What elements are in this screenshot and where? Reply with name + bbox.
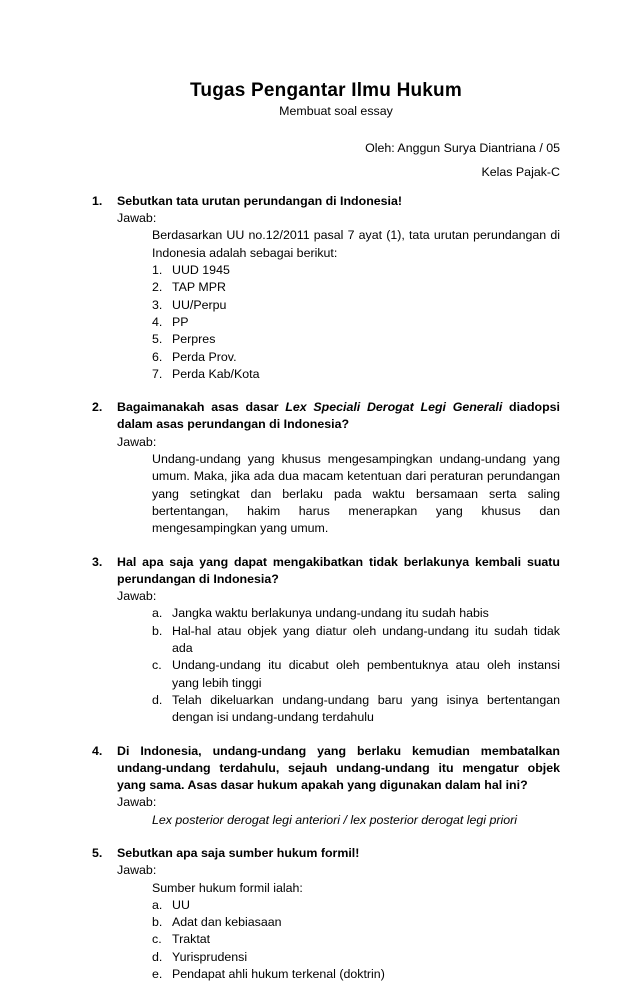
question-text: Di Indonesia, undang-undang yang berlaku kemudian membatalkan undang-undang terdahulu, sejauh undang-undang itu mengatur objek yang sama. Asas dasar hukum apakah yang digunakan dalam hal ini?: [117, 743, 560, 793]
list-marker: 1.: [152, 263, 163, 278]
list-marker: a.: [152, 606, 163, 621]
list-item-text: Hal-hal atau objek yang diatur oleh undang-undang itu sudah tidak ada: [172, 623, 560, 656]
list-marker: c.: [152, 932, 162, 947]
answer-block: [117, 451, 560, 537]
question-number: 2.: [92, 400, 103, 415]
question-4: [92, 743, 560, 829]
answer-intro: Sumber hukum formil ialah:: [152, 880, 303, 895]
question-text-part: diadopsi dalam asas perundangan di Indonesia?: [117, 400, 560, 432]
list-item-text: Adat dan kebiasaan: [172, 915, 282, 930]
list-marker: 6.: [152, 349, 163, 364]
list-item: [152, 897, 560, 914]
document-title: Tugas Pengantar Ilmu Hukum: [190, 80, 462, 101]
list-marker: e.: [152, 967, 163, 982]
answer-label: Jawab:: [117, 211, 157, 226]
list-item-text: Perpres: [172, 332, 216, 347]
question-text: Sebutkan apa saja sumber hukum formil!: [117, 845, 360, 860]
answer-list: [152, 262, 560, 383]
question-text-emphasis: Lex Speciali Derogat Legi Generali: [285, 400, 503, 415]
list-item-text: Undang-undang itu dicabut oleh pembentuknya atau oleh instansi yang lebih tinggi: [172, 658, 560, 690]
list-item: [152, 692, 560, 727]
question-number: 3.: [92, 554, 103, 569]
answer-block: [117, 812, 560, 829]
answer-label: Jawab:: [117, 434, 157, 449]
list-marker: 3.: [152, 297, 163, 312]
list-item-text: Traktat: [172, 932, 211, 947]
question-1: [92, 193, 560, 383]
question-text-part: Bagaimanakah asas dasar: [117, 400, 286, 415]
list-item-text: Jangka waktu berlakunya undang-undang itu sudah habis: [172, 606, 489, 621]
list-item-text: TAP MPR: [172, 280, 226, 295]
question-number: 1.: [92, 193, 103, 208]
list-item-text: Pendapat ahli hukum terkenal (doktrin): [172, 967, 385, 982]
question-number: 4.: [92, 743, 103, 758]
document-subtitle: Membuat soal essay: [279, 104, 393, 118]
author-line: Oleh: Anggun Surya Diantriana / 05: [365, 141, 560, 156]
list-item-text: PP: [172, 314, 189, 329]
list-marker: 4.: [152, 314, 163, 329]
question-3: [92, 554, 560, 727]
list-item-text: Telah dikeluarkan undang-undang baru yang isinya bertentangan dengan isi undang-undang terdahulu: [172, 692, 560, 725]
list-item-text: Perda Prov.: [172, 349, 237, 364]
list-item: [152, 657, 560, 692]
list-marker: d.: [152, 692, 163, 707]
answer-block: [117, 880, 560, 983]
question-number: 5.: [92, 845, 103, 860]
answer-block: [117, 605, 560, 726]
list-item-text: UUD 1945: [172, 263, 230, 278]
list-item: [152, 366, 560, 383]
list-item: [152, 349, 560, 366]
answer-label: Jawab:: [117, 795, 157, 810]
list-item: [152, 966, 560, 983]
question-text: [117, 399, 560, 434]
list-item-text: Perda Kab/Kota: [172, 366, 260, 381]
list-item: [152, 297, 560, 314]
list-item-text: Yurisprudensi: [172, 949, 248, 964]
list-marker: a.: [152, 897, 163, 912]
list-item-text: UU: [172, 897, 190, 912]
answer-label: Jawab:: [117, 863, 157, 878]
answer-text: Undang-undang yang khusus mengesampingkan undang-undang yang umum. Maka, jika ada dua macam ketentuan dari peraturan perundangan yang setingkat dan berlaku pada waktu bersamaan serta saling bertentangan, hakim harus menerapkan yang khusus dan mengesampingkan yang umum.: [152, 452, 560, 536]
list-marker: b.: [152, 915, 163, 930]
class-line: Kelas Pajak-C: [481, 164, 560, 179]
answer-list: [152, 897, 560, 983]
list-marker: 2.: [152, 280, 163, 295]
question-2: [92, 399, 560, 537]
list-marker: c.: [152, 658, 162, 673]
list-marker: b.: [152, 623, 163, 638]
list-item: [152, 914, 560, 931]
list-item-text: UU/Perpu: [172, 297, 227, 312]
list-marker: 7.: [152, 366, 163, 381]
question-list: [92, 193, 560, 983]
list-item: [152, 931, 560, 948]
list-marker: 5.: [152, 332, 163, 347]
question-text: Hal apa saja yang dapat mengakibatkan tidak berlakunya kembali suatu perundangan di Indonesia?: [117, 554, 560, 586]
list-item: [152, 949, 560, 966]
list-item: [152, 262, 560, 279]
answer-label: Jawab:: [117, 589, 157, 604]
list-item: [152, 605, 560, 622]
answer-list: [152, 605, 560, 726]
list-item: [152, 623, 560, 658]
question-5: [92, 845, 560, 983]
answer-text: Lex posterior derogat legi anteriori / lex posterior derogat legi priori: [152, 812, 518, 827]
list-item: [152, 279, 560, 296]
list-item: [152, 314, 560, 331]
answer-intro: Berdasarkan UU no.12/2011 pasal 7 ayat (1), tata urutan perundangan di Indonesia adalah sebagai berikut:: [152, 228, 560, 260]
answer-block: [117, 227, 560, 383]
list-marker: d.: [152, 949, 163, 964]
question-text: Sebutkan tata urutan perundangan di Indonesia!: [117, 193, 403, 208]
list-item: [152, 331, 560, 348]
